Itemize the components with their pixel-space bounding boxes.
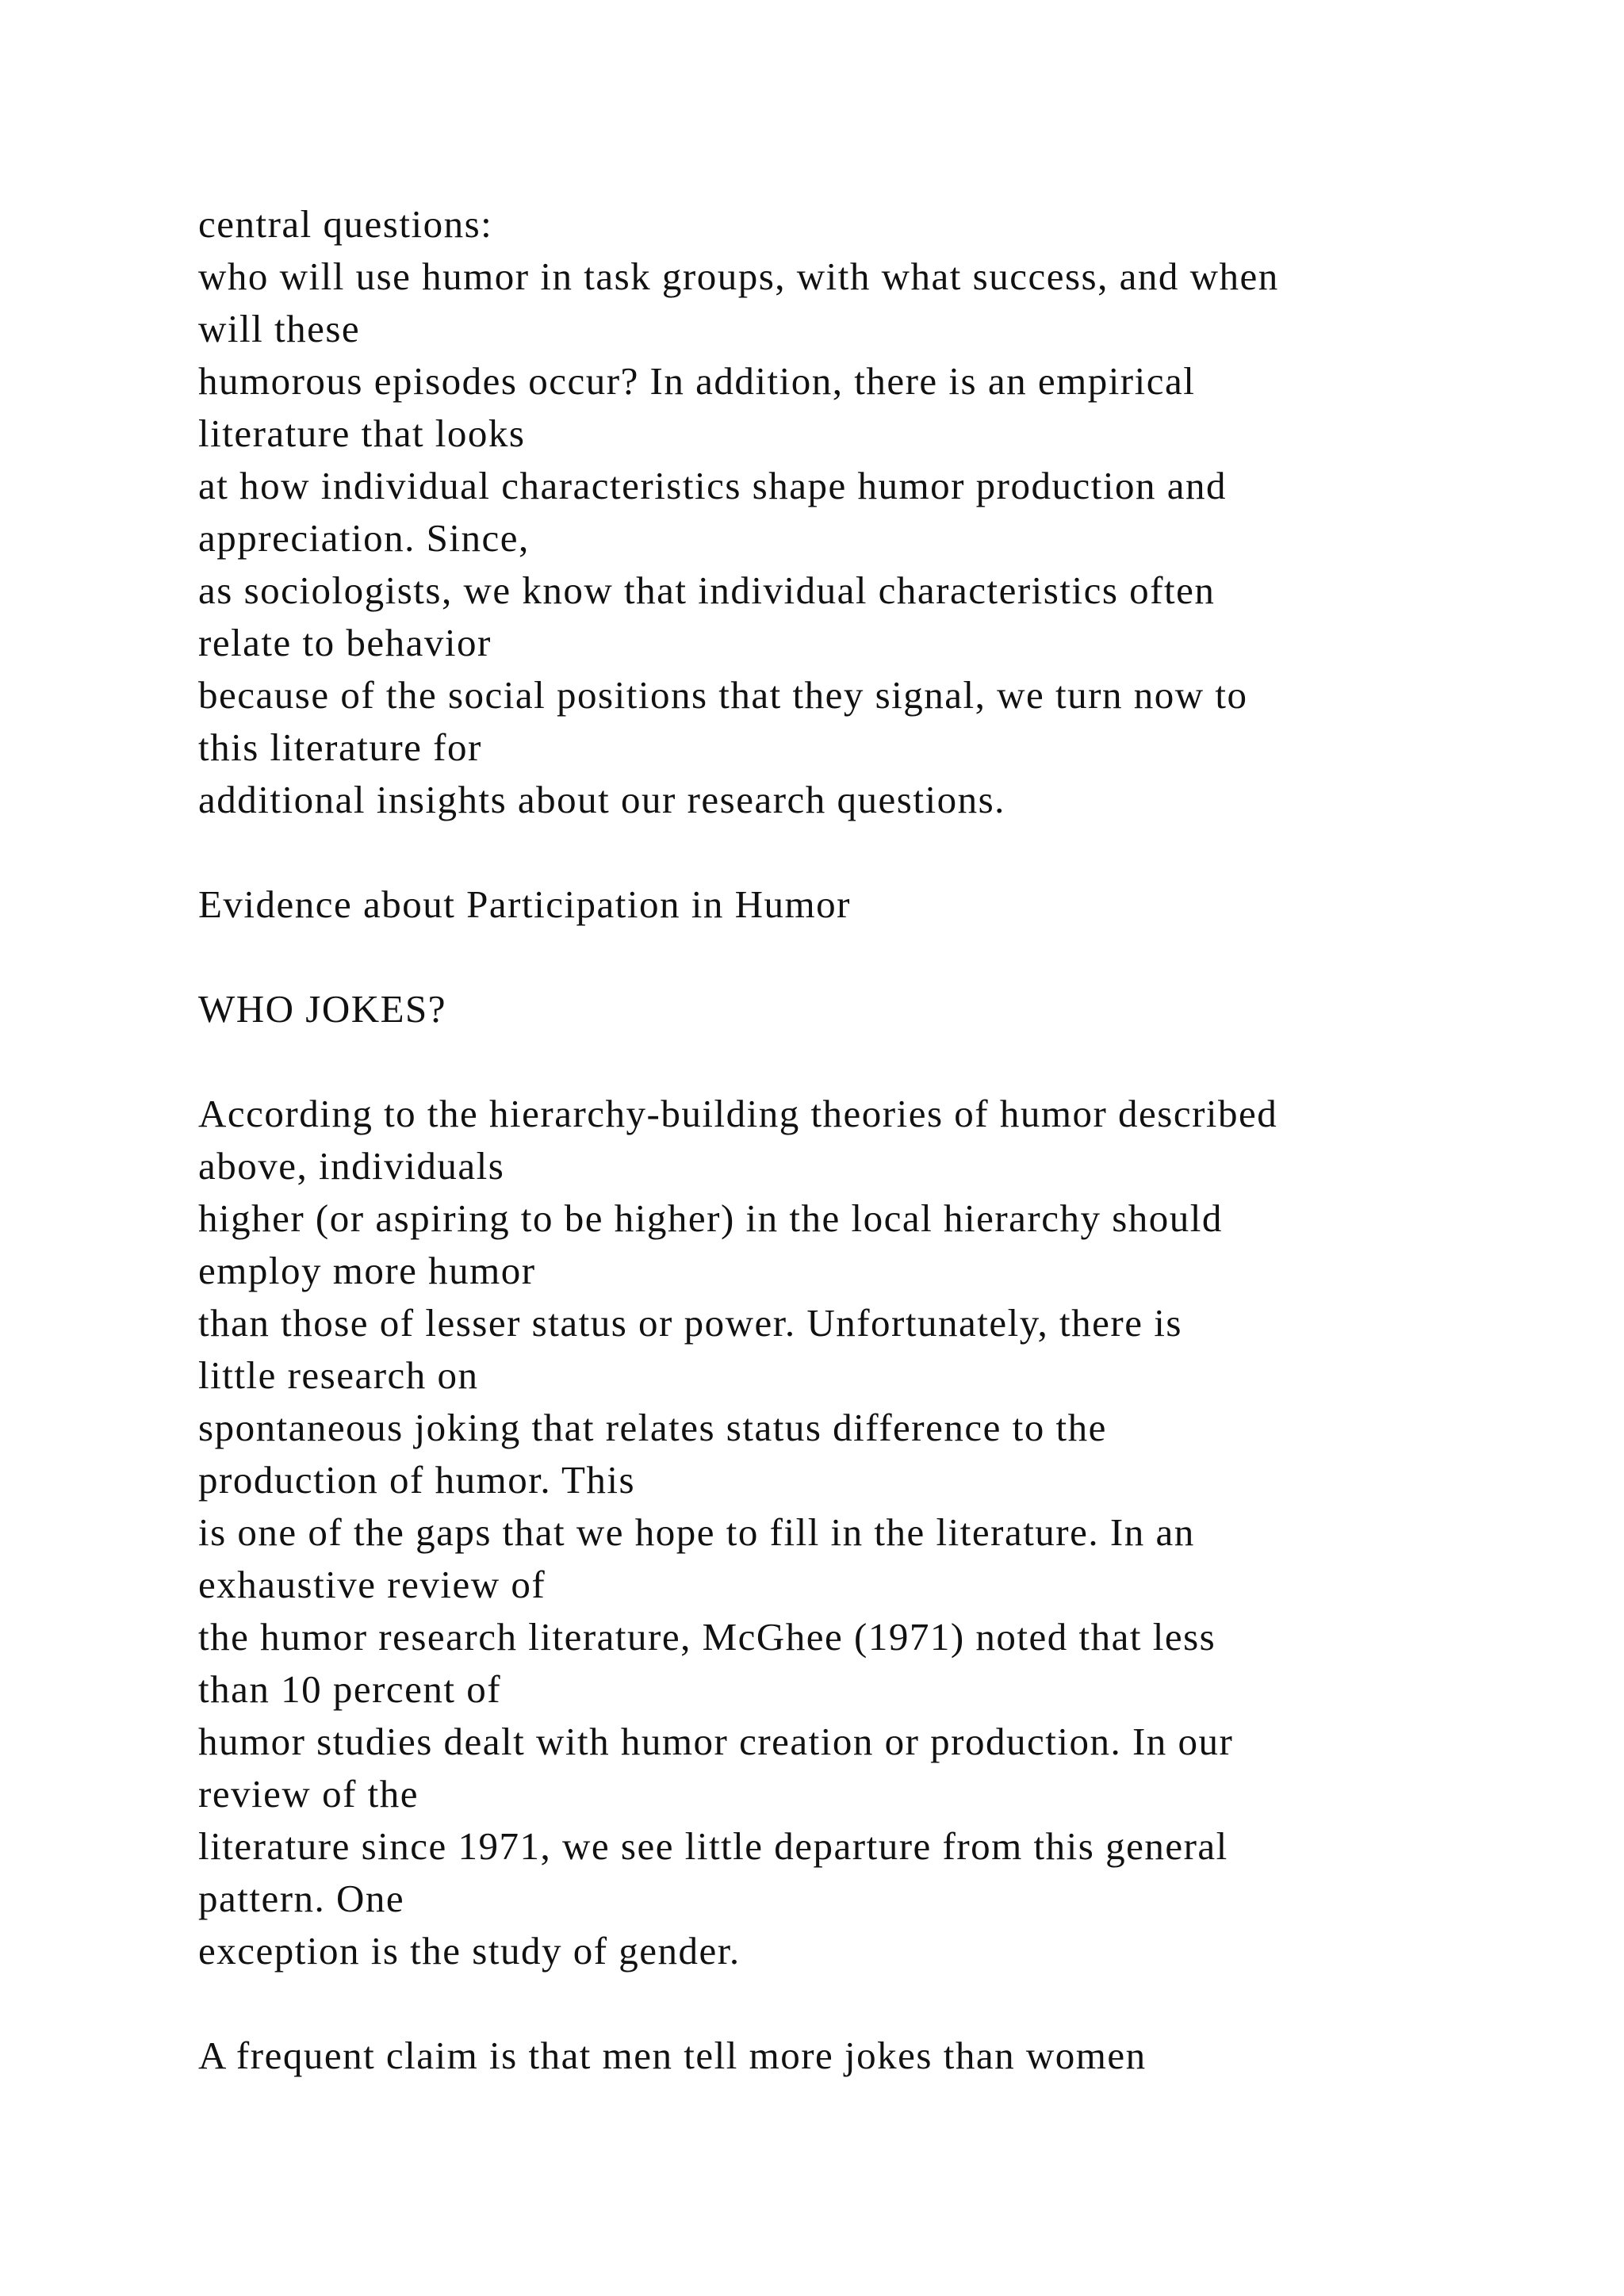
text-line: production of humor. This	[198, 1458, 636, 1502]
blank-line	[198, 1035, 1483, 1088]
text-line: literature that looks	[198, 411, 526, 455]
text-line: relate to behavior	[198, 621, 492, 664]
text-line: little research on	[198, 1353, 479, 1397]
text-line: appreciation. Since,	[198, 516, 530, 560]
text-line: review of the	[198, 1772, 419, 1816]
text-line: employ more humor	[198, 1249, 536, 1292]
paragraph-gender	[198, 2030, 1483, 2082]
blank-line	[198, 826, 1483, 878]
text-line: at how individual characteristics shape humor production and	[198, 464, 1227, 507]
heading-text: Evidence about Participation in Humor	[198, 882, 851, 926]
text-line: this literature for	[198, 725, 482, 769]
text-line: than those of lesser status or power. Unfortunately, there is	[198, 1301, 1182, 1345]
text-line: literature since 1971, we see little departure from this general	[198, 1824, 1228, 1868]
document-page	[198, 198, 1483, 2082]
text-line: pattern. One	[198, 1877, 405, 1920]
text-line: humorous episodes occur? In addition, there is an empirical	[198, 359, 1196, 403]
section-heading	[198, 878, 1483, 931]
text-line: exception is the study of gender.	[198, 1929, 741, 1973]
subsection-heading	[198, 983, 1483, 1035]
text-line: exhaustive review of	[198, 1563, 546, 1606]
blank-line	[198, 931, 1483, 983]
text-line: above, individuals	[198, 1144, 505, 1188]
text-line: central questions:	[198, 202, 493, 246]
text-line: spontaneous joking that relates status difference to the	[198, 1406, 1107, 1449]
text-line: than 10 percent of	[198, 1667, 502, 1711]
text-line: According to the hierarchy-building theories of humor described	[198, 1092, 1278, 1135]
text-line: additional insights about our research questions.	[198, 778, 1005, 821]
text-line: who will use humor in task groups, with what success, and when	[198, 254, 1279, 298]
text-line: the humor research literature, McGhee (1971) noted that less	[198, 1615, 1216, 1659]
text-line: A frequent claim is that men tell more jokes than women	[198, 2034, 1147, 2077]
paragraph-intro	[198, 198, 1483, 826]
blank-line	[198, 1977, 1483, 2030]
text-line: is one of the gaps that we hope to fill in the literature. In an	[198, 1510, 1195, 1554]
paragraph-hierarchy	[198, 1088, 1483, 1977]
heading-text: WHO JOKES?	[198, 987, 447, 1031]
text-line: will these	[198, 307, 361, 350]
text-line: higher (or aspiring to be higher) in the local hierarchy should	[198, 1196, 1223, 1240]
text-line: humor studies dealt with humor creation or production. In our	[198, 1720, 1234, 1763]
text-line: because of the social positions that they signal, we turn now to	[198, 673, 1248, 717]
text-line: as sociologists, we know that individual characteristics often	[198, 568, 1216, 612]
